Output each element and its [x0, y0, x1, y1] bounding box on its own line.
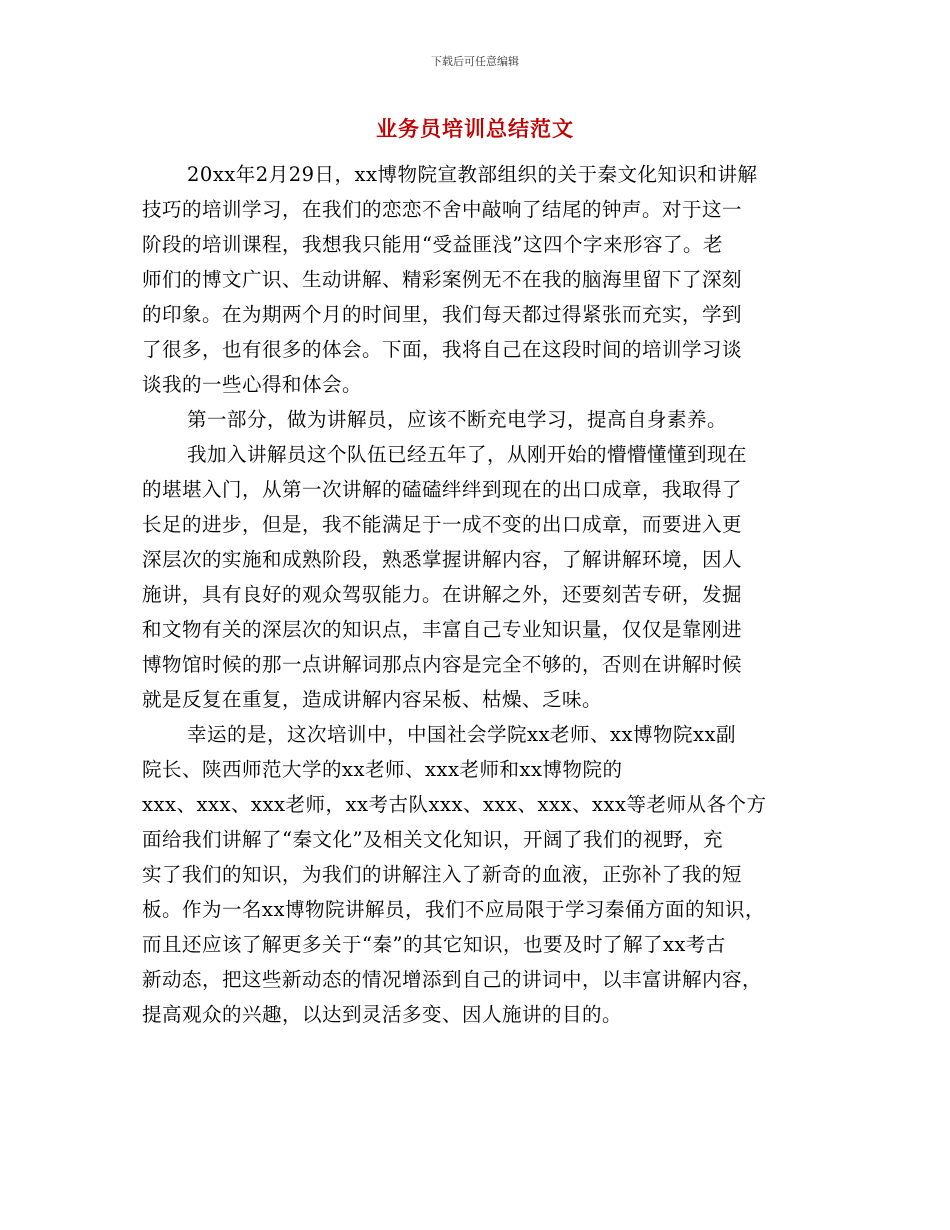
header-note: 下载后可任意编辑 [431, 55, 519, 68]
document-body [142, 157, 810, 1032]
paragraph-3 [142, 437, 810, 717]
text-line: xxx、xxx、xxx老师，xx考古队xxx、xxx、xxx、xxx等老师从各个方 [142, 793, 767, 816]
text-line: 我加入讲解员这个队伍已经五年了，从刚开始的懵懵懂懂到现在 [187, 443, 748, 466]
text-line: 的印象。在为期两个月的时间里，我们每天都过得紧张而充实，学到 [142, 303, 743, 326]
paragraph-1 [142, 157, 810, 402]
text-line: 技巧的培训学习，在我们的恋恋不舍中敲响了结尾的钟声。对于这一 [142, 198, 743, 221]
text-line: 的堪堪入门，从第一次讲解的磕磕绊绊到现在的出口成章，我取得了 [142, 478, 743, 501]
text-line: 谈我的一些心得和体会。 [142, 373, 363, 396]
text-line: 就是反复在重复，造成讲解内容呆板、枯燥、乏味。 [142, 688, 603, 711]
paragraph-2 [142, 402, 810, 437]
text-line: 面给我们讲解了“秦文化”及相关文化知识，开阔了我们的视野，充 [142, 828, 723, 851]
text-line: 板。作为一名xx博物院讲解员，我们不应局限于学习秦俑方面的知识， [142, 898, 765, 921]
text-line: 院长、陕西师范大学的xx老师、xxx老师和xx博物院的 [142, 758, 623, 781]
text-line: 了很多，也有很多的体会。下面，我将自己在这段时间的培训学习谈 [142, 338, 743, 361]
text-line: 20xx年2月29日，xx博物院宣教部组织的关于秦文化知识和讲解 [187, 163, 758, 186]
text-line: 新动态，把这些新动态的情况增添到自己的讲词中，以丰富讲解内容， [142, 968, 763, 991]
text-line: 实了我们的知识，为我们的讲解注入了新奇的血液，正弥补了我的短 [142, 863, 743, 886]
text-line: 幸运的是，这次培训中，中国社会学院xx老师、xx博物院xx副 [187, 723, 736, 746]
text-line: 而且还应该了解更多关于“秦”的其它知识，也要及时了解了xx考古 [142, 933, 726, 956]
text-line: 师们的博文广识、生动讲解、精彩案例无不在我的脑海里留下了深刻 [142, 268, 743, 291]
text-line: 深层次的实施和成熟阶段，熟悉掌握讲解内容，了解讲解环境，因人 [142, 548, 743, 571]
text-line: 提高观众的兴趣，以达到灵活多变、因人施讲的目的。 [142, 1003, 623, 1026]
section-heading-line: 第一部分，做为讲解员，应该不断充电学习，提高自身素养。 [187, 408, 728, 431]
text-line: 长足的进步，但是，我不能满足于一成不变的出口成章，而要进入更 [142, 513, 743, 536]
text-line: 和文物有关的深层次的知识点，丰富自己专业知识量，仅仅是靠刚进 [142, 618, 743, 641]
text-line: 施讲，具有良好的观众驾驭能力。在讲解之外，还要刻苦专研，发掘 [142, 583, 743, 606]
text-line: 阶段的培训课程，我想我只能用“受益匪浅”这四个字来形容了。老 [142, 233, 723, 256]
paragraph-4 [142, 717, 810, 1032]
document-title: 业务员培训总结范文 [376, 116, 574, 141]
text-line: 博物馆时候的那一点讲解词那点内容是完全不够的，否则在讲解时候 [142, 653, 743, 676]
